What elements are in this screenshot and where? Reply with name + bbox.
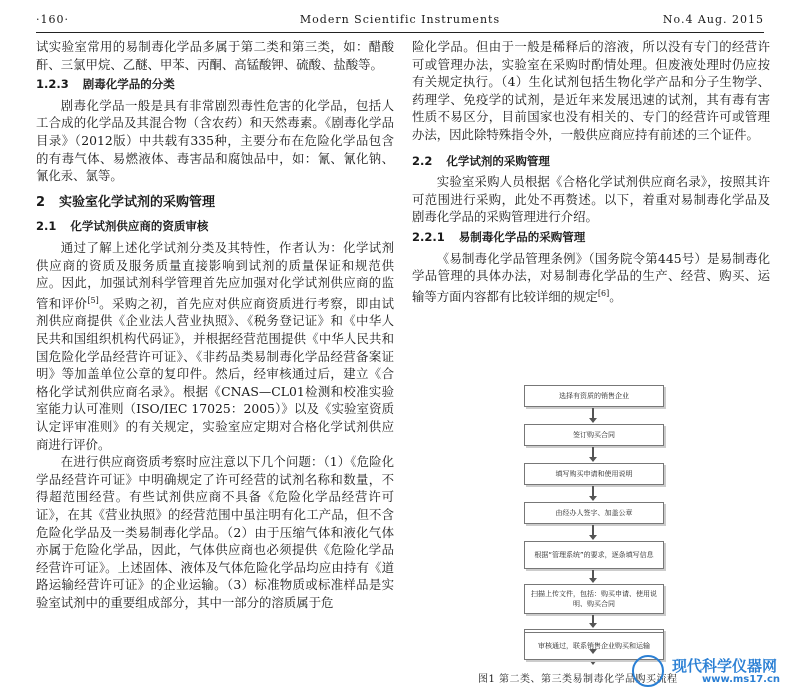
citation-ref[interactable]: [6] bbox=[597, 288, 610, 298]
section-heading-2-2 bbox=[412, 153, 770, 171]
heading-number: 2.2 bbox=[412, 153, 433, 168]
section-heading-2 bbox=[36, 194, 394, 212]
heading-title: 化学试剂的采购管理 bbox=[446, 153, 550, 168]
journal-name: Modern Scientific Instruments bbox=[299, 13, 501, 26]
paragraph-text: 。采购之初，首先应对供应商资质进行考察，即由试剂供应商提供《企业法人营业执照》、《税务登记证》和《中华人民共和国组织机构代码证》，并根据经营范围提供《中华人民共和国危险化学品经营许可证》、《非药品类易制毒化学品经营备案证明》等加盖单位公章的复印件。然后，经审核通过后，建立《合格化学试剂供应商名录》。根据《CNAS—CL01检测和校准实验室能力认可准则（ISO/IEC 17025：2005）》以及《实验室资质认定评审准则》的有关规定，实验室应定期对合格化学试剂供应商进行评价。 bbox=[36, 295, 395, 452]
watermark-url: www.ms17.cn bbox=[702, 674, 781, 685]
section-heading-1-2-3 bbox=[36, 76, 394, 94]
flow-arrow bbox=[592, 408, 594, 422]
watermark-logo-icon bbox=[632, 655, 664, 687]
heading-number: 2.1 bbox=[36, 219, 57, 234]
flow-step: 根据“管理系统”的要求，逐条填写信息 bbox=[524, 541, 664, 569]
citation-ref[interactable]: [5] bbox=[87, 295, 99, 305]
watermark-text: 现代科学仪器网 bbox=[672, 657, 778, 675]
paragraph: 剧毒化学品一般是具有非常剧烈毒性危害的化学品，包括人工合成的化学品及其混合物（含农药）和天然毒素。《剧毒化学品目录》（2012版）中共载有335种，主要分布在危险化学品包含的有毒气体、易燃液体、毒害品和腐蚀品中，如：氰、氰化钠、氰化汞、氯等。 bbox=[36, 97, 394, 184]
flow-step: 填写购买申请和使用说明 bbox=[524, 463, 664, 485]
flow-arrow bbox=[592, 447, 594, 461]
paragraph: 实验室采购人员根据《合格化学试剂供应商名录》，按照其许可范围进行采购，此处不再赘述。以下，着重对易制毒化学品及剧毒化学品的采购管理进行介绍。 bbox=[412, 174, 770, 225]
heading-number: 1.2.3 bbox=[36, 77, 69, 92]
heading-title: 易制毒化学品的采购管理 bbox=[458, 229, 586, 244]
heading-number: 2.2.1 bbox=[412, 229, 445, 244]
running-header bbox=[36, 10, 764, 33]
page-number: ·160· bbox=[36, 13, 69, 26]
paragraph-text: 《易制毒化学品管理条例》（国务院令第445号）是易制毒化学品管理的具体办法，对易制毒化学品的生产、经营、购买、运输等方面内容都有比较详细的规定 bbox=[412, 250, 770, 304]
flow-step: 选择有资质的销售企业 bbox=[524, 385, 664, 407]
heading-title: 剧毒化学品的分类 bbox=[82, 77, 175, 92]
flow-arrow bbox=[592, 525, 594, 539]
flow-step: 由经办人签字、加盖公章 bbox=[524, 502, 664, 524]
paragraph-text: 通过了解上述化学试剂分类及其特性，作者认为：化学试剂供应商的资质及服务质量直接影响到试剂的质量保证和规范供应。因此，加强试剂科学管理首先应加强对化学试剂供应商的监管和评价 bbox=[36, 239, 394, 311]
figure-caption: 图1 第二类、第三类易制毒化学品购买流程 bbox=[478, 674, 678, 685]
flow-arrow bbox=[592, 486, 594, 500]
section-heading-2-1 bbox=[36, 218, 394, 236]
paragraph bbox=[412, 250, 770, 306]
heading-title: 实验室化学试剂的采购管理 bbox=[59, 194, 216, 210]
right-column bbox=[412, 38, 770, 305]
flow-step: 扫描上传文件，包括：购买申请、使用说明、购买合同 bbox=[524, 584, 664, 614]
paragraph: 在进行供应商资质考察时应注意以下几个问题：（1）《危险化学品经营许可证》中明确规定了许可经营的试剂名称和数量，不得超范围经营。有些试剂供应商不具备《危险化学品经营许可证》，在其《营业执照》的经营范围中虽注明有化工产品，但不含危险化学品及一类易制毒化学品。（2）由于压缩气体和液化气体亦属于危险化学品，因此，气体供应商也必须提供《危险化学品经营许可证》。上述固体、液体及气体危险化学品均应由持有《道路运输经营许可证》的企业运输。（3）标准物质或标准样品是实验室试剂中的重要组成部分，其中一部分的溶质属于危 bbox=[36, 454, 394, 610]
flow-step: 签订购买合同 bbox=[524, 424, 664, 446]
paragraph bbox=[36, 239, 394, 453]
issue-info: No.4 Aug. 2015 bbox=[662, 13, 764, 26]
paragraph: 试实验室常用的易制毒化学品多属于第二类和第三类，如：醋酸酐、三氯甲烷、乙醚、甲苯、丙酮、高锰酸钾、硫酸、盐酸等。 bbox=[36, 39, 394, 72]
heading-title: 化学试剂供应商的资质审核 bbox=[70, 219, 209, 234]
flow-arrow bbox=[592, 615, 594, 627]
paragraph-text: 。 bbox=[609, 288, 622, 304]
watermark bbox=[632, 655, 792, 689]
heading-number: 2 bbox=[36, 194, 46, 210]
section-heading-2-2-1 bbox=[412, 229, 770, 247]
left-column bbox=[36, 38, 394, 612]
flow-arrow bbox=[592, 570, 594, 582]
flow-step: 审核通过，联系销售企业购买和运输 bbox=[524, 632, 664, 660]
paragraph: 险化学品。但由于一般是稀释后的溶液，所以没有专门的经营许可或管理办法，实验室在采购时酌情处理。但废液处理时仍应按有关规定执行。（4）生化试剂包括生物化学产品和分子生物学、药理学、免疫学的试剂，是近年来发展迅速的试剂，其有毒有害性质不易区分，目前国家也没有相关的、专门的经营许可或管理办法，因此除特殊指令外，一般供应商应持有前述的三个证件。 bbox=[412, 39, 770, 142]
